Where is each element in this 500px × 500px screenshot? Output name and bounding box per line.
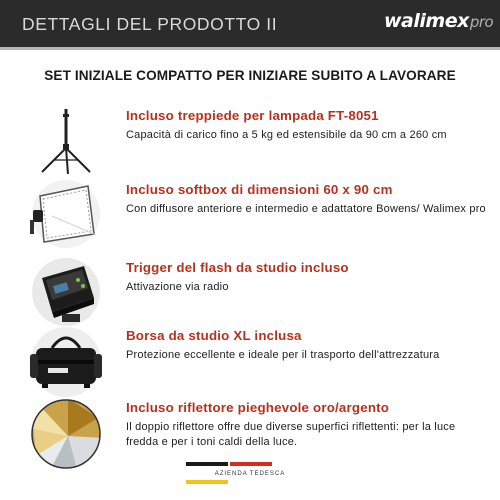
feature-softbox xyxy=(0,180,500,252)
flag-black-stripe xyxy=(186,462,228,466)
flag-gold-stripe xyxy=(186,480,228,484)
feature-title: Trigger del flash da studio incluso xyxy=(126,260,349,275)
feature-title: Borsa da studio XL inclusa xyxy=(126,328,302,343)
flag-red-stripe xyxy=(230,462,272,466)
feature-description: Il doppio riflettore offre due diverse superfici riflettenti: per la luce fredda e per i toni caldi della luce. xyxy=(126,421,456,448)
feature-description: Protezione eccellente e ideale per il trasporto dell'attrezzatura xyxy=(126,349,440,361)
flash-trigger-icon xyxy=(28,258,104,330)
feature-title: Incluso softbox di dimensioni 60 x 90 cm xyxy=(126,182,393,197)
german-flag-bar xyxy=(186,462,316,466)
feature-title: Incluso treppiede per lampada FT-8051 xyxy=(126,108,379,123)
feature-description: Attivazione via radio xyxy=(126,281,229,293)
logo-word: walimex xyxy=(384,10,469,32)
flag-caption: AZIENDA TEDESCA xyxy=(214,471,286,477)
brand-logo xyxy=(384,10,493,32)
feature-light-stand xyxy=(0,106,500,178)
section-heading: SET INIZIALE COMPATTO PER INIZIARE SUBITO A LAVORARE xyxy=(44,68,456,83)
feature-flash-trigger xyxy=(0,258,500,330)
feature-description: Capacità di carico fino a 5 kg ed estensibile da 90 cm a 260 cm xyxy=(126,129,447,141)
feature-studio-bag xyxy=(0,326,500,398)
softbox-icon xyxy=(28,180,104,252)
light-stand-icon xyxy=(28,106,104,178)
reflector-icon xyxy=(28,398,104,470)
page-title: DETTAGLI DEL PRODOTTO II xyxy=(22,14,278,34)
studio-bag-icon xyxy=(28,326,104,398)
feature-reflector xyxy=(0,398,500,470)
feature-description: Con diffusore anteriore e intermedio e adattatore Bowens/ Walimex pro xyxy=(126,203,486,215)
logo-suffix: pro xyxy=(469,13,494,31)
header-bar xyxy=(0,0,500,50)
feature-title: Incluso riflettore pieghevole oro/argento xyxy=(126,400,390,415)
